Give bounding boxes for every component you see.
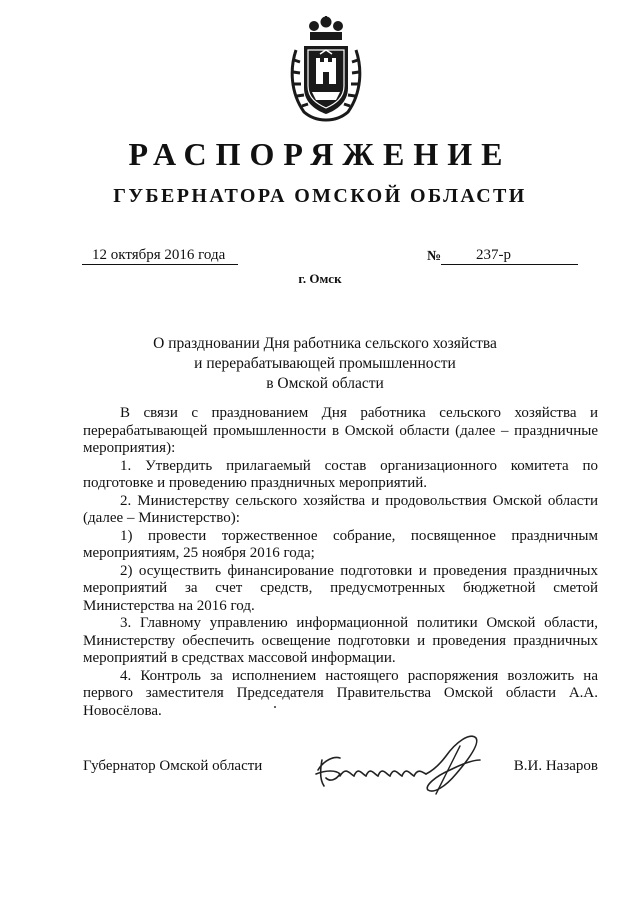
subject-line-2: и перерабатывающей промышленности [194, 355, 456, 372]
number-field [441, 246, 578, 265]
document-subject [110, 334, 540, 394]
document-number: 237-р [476, 247, 511, 263]
body-paragraph-item-1: 1. Утвердить прилагаемый состав организационного комитета по подготовке и проведению праздничных мероприятий. [83, 457, 598, 491]
body-paragraph-item-4: 4. Контроль за исполнением настоящего распоряжения возложить на первого заместителя Председателя Правительства Омской области А.А. Новосёлова. [83, 667, 598, 719]
document-body [83, 405, 598, 720]
body-paragraph-item-3: 3. Главному управлению информационной политики Омской области, Министерству обеспечить освещение подготовки и проведения праздничных мероприятий в средствах массовой информации. [83, 615, 598, 666]
signatory-name: В.И. Назаров [513, 758, 598, 774]
issuer-title: ГУБЕРНАТОРА ОМСКОЙ ОБЛАСТИ [113, 185, 527, 207]
body-paragraph-preamble: В связи с празднованием Дня работника сельского хозяйства и перерабатывающей промышленности в Омской области (далее – праздничные мероприятия): [83, 405, 598, 456]
document-date: 12 октября 2016 года [92, 247, 226, 263]
coat-of-arms-icon [290, 16, 362, 122]
document-type-title: РАСПОРЯЖЕНИЕ [128, 136, 512, 172]
handwritten-signature [310, 730, 488, 796]
body-paragraph-item-2-2: 2) осуществить финансирование подготовки и проведения праздничных мероприятий за счет средств, предусмотренных бюджетной сметой Министерства на 2016 год. [83, 562, 598, 614]
subject-line-1: О праздновании Дня работника сельского хозяйства [153, 335, 497, 352]
city-label: г. Омск [298, 271, 342, 286]
subject-line-3: в Омской области [266, 375, 384, 392]
date-field [82, 246, 238, 265]
body-paragraph-item-2: 2. Министерству сельского хозяйства и продовольствия Омской области (далее – Министерство): [83, 492, 598, 526]
stray-mark [274, 706, 276, 708]
signatory-position: Губернатор Омской области [83, 758, 263, 774]
number-sign: № [427, 249, 442, 264]
body-paragraph-item-2-1: 1) провести торжественное собрание, посвященное праздничным мероприятиям, 25 ноября 2016 года; [83, 527, 598, 561]
